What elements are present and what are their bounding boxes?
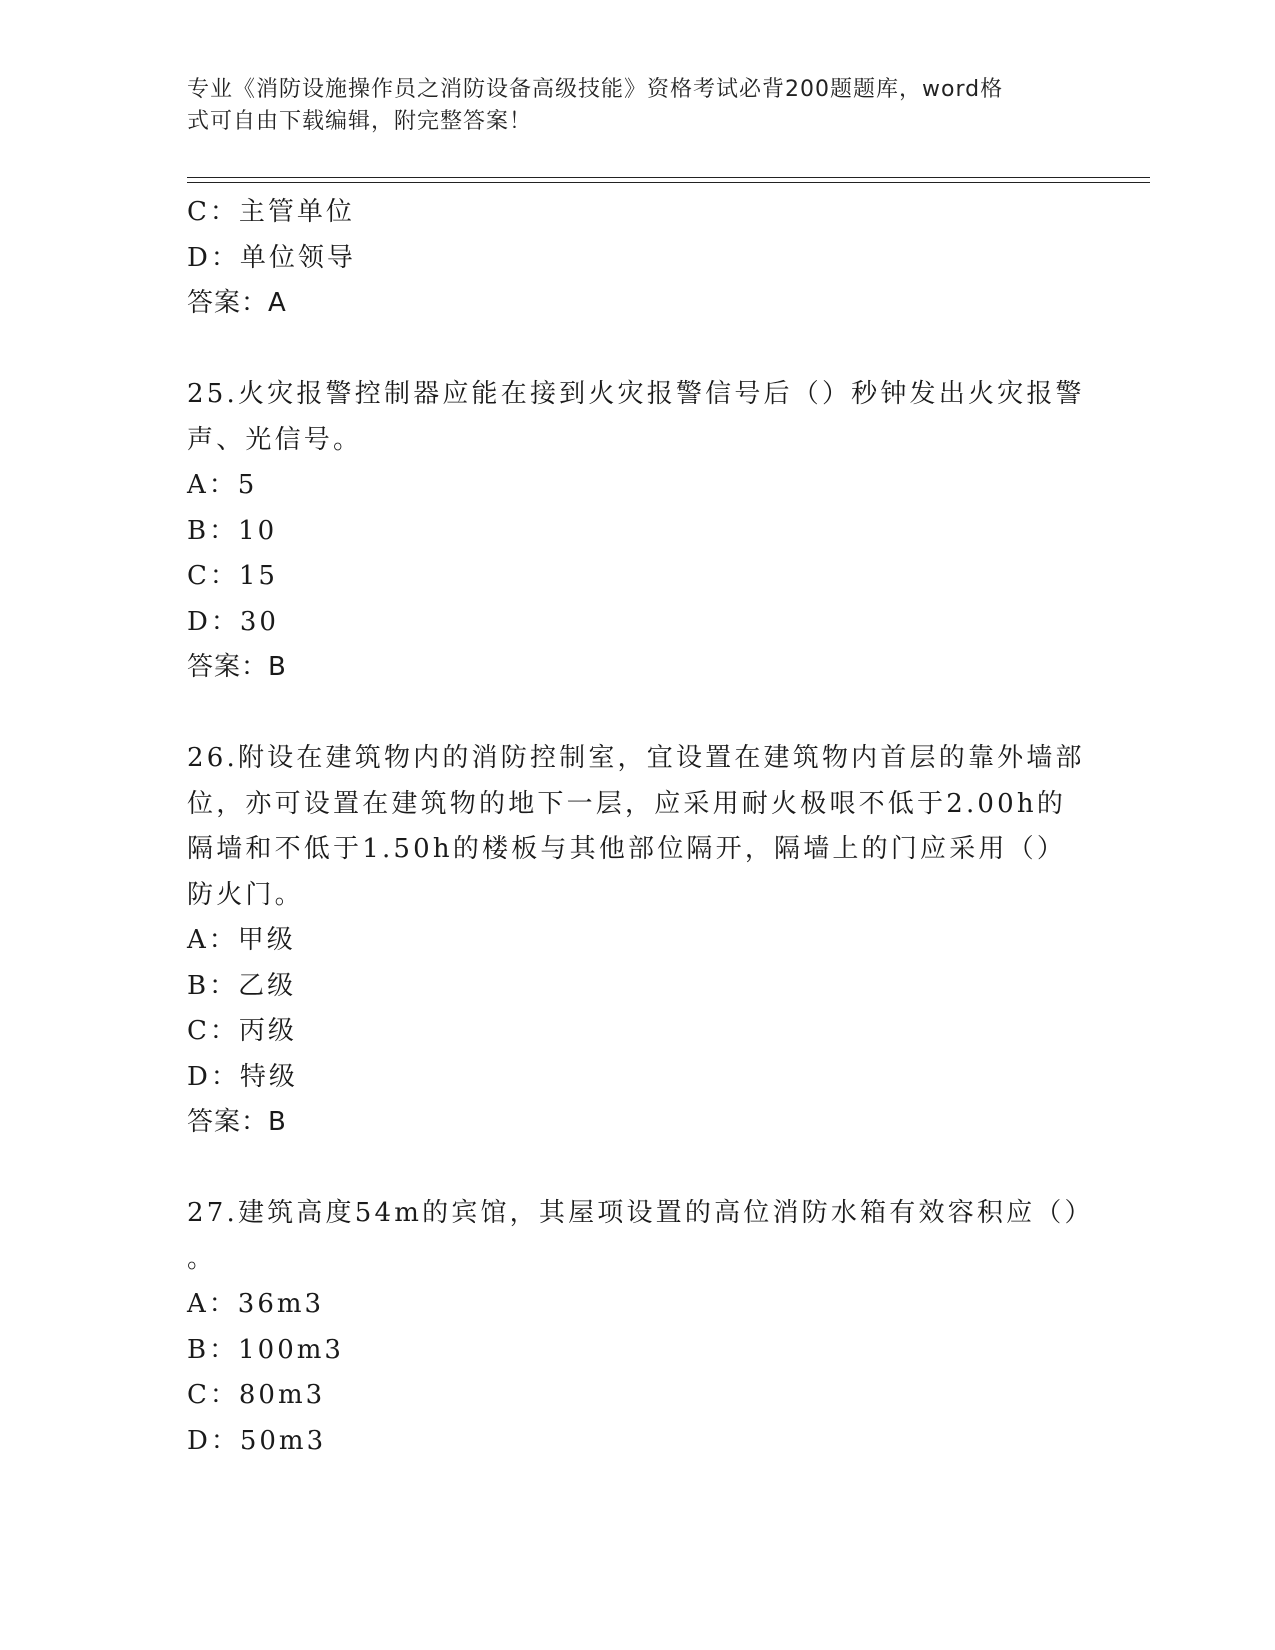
question-text-line: 位，亦可设置在建筑物的地下一层，应采用耐火极哏不低于2.00h的 (187, 788, 1067, 819)
question-text (187, 1191, 1094, 1282)
header-divider-thin (187, 182, 1150, 183)
document-header (187, 74, 1067, 138)
question-text-line: 25.火灾报警控制器应能在接到火灾报警信号后（）秒钟发出火灾报警 (187, 379, 1085, 409)
spacer (187, 691, 1087, 737)
question-text-line: 隔墙和不低于1.50h的楼板与其他部位隔开，隔墙上的门应采用（） (187, 834, 1067, 864)
option-d: D：30 (187, 606, 279, 637)
question-text (187, 736, 1087, 918)
question-27 (187, 1191, 1094, 1464)
spacer (187, 1146, 1087, 1192)
question-text-line: 。 (187, 1243, 217, 1274)
option-a: A：5 (187, 470, 258, 500)
answer-line: 答案：B (187, 652, 287, 682)
spacer (187, 327, 1087, 373)
option-b: B：100m3 (187, 1334, 344, 1365)
header-line-1: 专业《消防设施操作员之消防设备高级技能》资格考试必背200题题库，word格 (187, 77, 1004, 102)
answer-line: 答案：B (187, 1107, 287, 1137)
answer-line: 答案：A (187, 288, 287, 318)
option-d: D：单位领导 (187, 242, 356, 273)
question-24-continued (187, 190, 1087, 327)
question-text-line: 26.附设在建筑物内的消防控制室，宜设置在建筑物内首层的靠外墙部 (187, 743, 1085, 773)
question-25 (187, 372, 1087, 691)
question-text-line: 27.建筑高度54m的宾馆，其屋项设置的高位消防水箱有效容积应（） (187, 1198, 1094, 1228)
question-list (187, 190, 1094, 1464)
option-a: A：36m3 (187, 1289, 325, 1319)
option-a: A：甲级 (187, 925, 296, 955)
header-line-2: 式可自由下载编辑，附完整答案！ (187, 109, 533, 134)
option-c: C：80m3 (187, 1380, 326, 1410)
header-divider-thick (187, 177, 1150, 178)
option-c: C：15 (187, 561, 278, 591)
option-b: B：10 (187, 515, 278, 546)
option-c: C：丙级 (187, 1016, 297, 1046)
question-text (187, 372, 1087, 463)
question-26 (187, 736, 1087, 1146)
option-d: D：50m3 (187, 1425, 327, 1456)
option-b: B：乙级 (187, 970, 297, 1001)
question-text-line: 防火门。 (187, 879, 304, 910)
option-d: D：特级 (187, 1061, 298, 1092)
option-c: C：主管单位 (187, 197, 355, 227)
question-text-line: 声、光信号。 (187, 424, 363, 455)
